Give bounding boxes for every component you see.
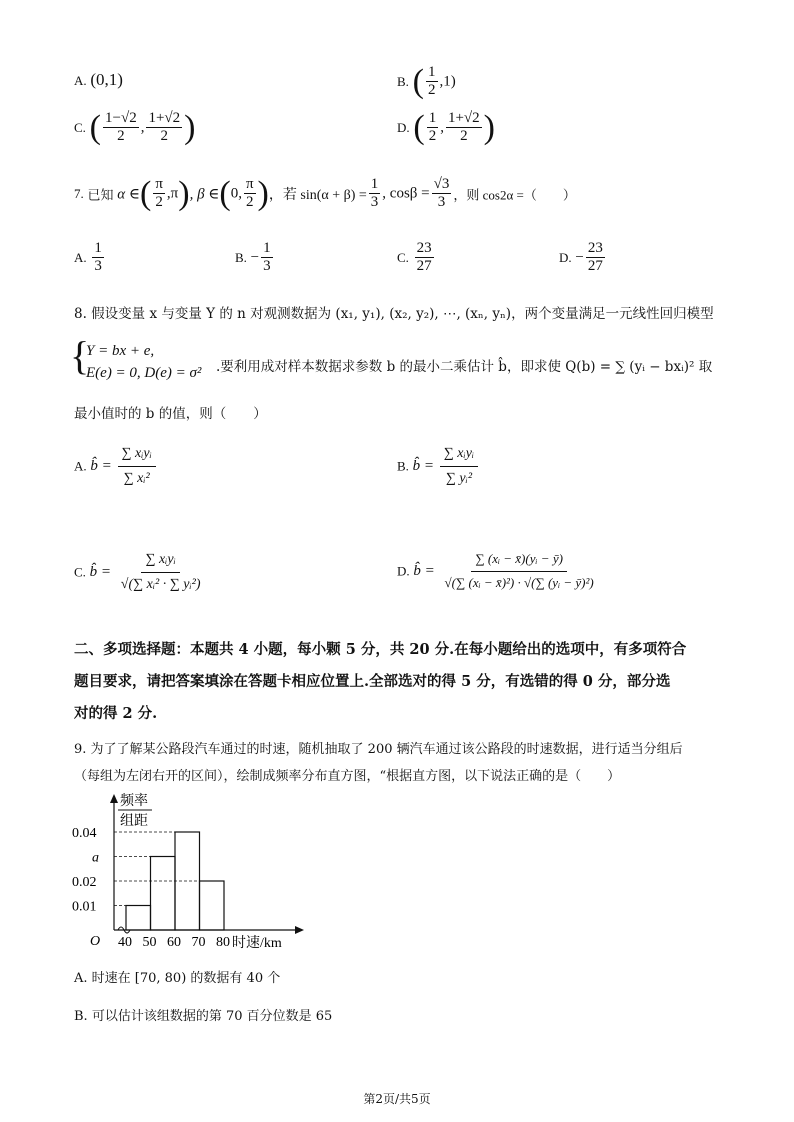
y-tick-label: a bbox=[92, 850, 99, 866]
q6-option-d: D. ( $\frac{1}{2}$ , $\frac{1+√2}{2}$ ) bbox=[397, 108, 495, 146]
section2-line1: 二、多项选择题：本题共 4 小题，每小颗 5 分，共 20 分.在每小题给出的选项中，有多项符合 bbox=[74, 641, 687, 658]
section2-line2: 题目要求，请把答案填涂在答题卡相应位置上.全部选对的得 5 分，有选错的得 0 分，部分选 bbox=[74, 673, 671, 690]
y-tick-label: 0.02 bbox=[72, 875, 97, 890]
q7-option-b: B. − $\frac{1}{3}$ bbox=[235, 240, 271, 275]
x-axis-arrow bbox=[295, 926, 304, 934]
x-tick-label: 70 bbox=[191, 935, 206, 950]
q8-option-c: C. b̂ = $\frac{\text{∑ xᵢyᵢ}}{\text{√(∑ xᵢ² · ∑ yᵢ²)}}$ bbox=[74, 548, 207, 597]
x-axis-label: 时速/km bbox=[232, 936, 282, 951]
x-tick-label: 50 bbox=[142, 935, 157, 950]
q9-line2: （每组为左闭右开的区间），绘制成频率分布直方图，“根据直方图，以下说法正确的是（ ） bbox=[74, 769, 621, 784]
x-tick-label: 40 bbox=[118, 935, 132, 950]
q8-line3: 最小值时的 b 的值，则（ ） bbox=[74, 406, 267, 422]
y-label-bottom: 组距 bbox=[120, 814, 148, 829]
q8-option-a: A. b̂ = $\frac{\text{∑ xᵢyᵢ}}{\text{∑ xᵢ²}}$ bbox=[74, 442, 158, 491]
q8-option-b: B. b̂ = $\frac{\text{∑ xᵢyᵢ}}{\text{∑ yᵢ²}}$ bbox=[397, 442, 480, 491]
page-footer: 第2页/共5页 bbox=[363, 1092, 431, 1106]
q7-stem: 7. 已知 α ∈( $\frac{\pi}{2}$ ,π), β ∈(0, $\frac{\pi}{2}$ )，若 sin(α + β) = $\frac{1}{3}$ , cosβ = $\frac{√3}{3}$ ，则 cos2α =（ ） bbox=[74, 174, 576, 212]
y-label-top: 频率 bbox=[120, 794, 148, 809]
q6-option-a: A. (0,1) bbox=[74, 70, 123, 89]
section2-line3: 对的得 2 分. bbox=[74, 705, 158, 722]
origin-label: O bbox=[90, 934, 101, 949]
x-tick-label: 60 bbox=[167, 935, 181, 950]
q6-option-b: B. ( $\frac{1}{2}$ ,1) bbox=[397, 62, 456, 100]
q9-option-b: B. 可以估计该组数据的第 70 百分位数是 65 bbox=[74, 1009, 333, 1024]
q8-system-eq2: E(e) = 0, D(e) = σ² bbox=[86, 365, 202, 381]
q9-line1: 9. 为了了解某公路段汽车通过的时速，随机抽取了 200 辆汽车通过该公路段的时速数据，进行适当分组后 bbox=[74, 742, 683, 757]
q8-system: { Y = bx + e, E(e) = 0, D(e) = σ² bbox=[74, 340, 201, 384]
y-axis-arrow bbox=[110, 794, 118, 803]
q7-option-a: A. $\frac{1}{3}$ bbox=[74, 240, 102, 275]
q8-option-d: D. b̂ = $\frac{\text{∑ (xᵢ − x̄)(yᵢ − ȳ)}}{\text{√(∑ (xᵢ − x̄)²) · √(∑ (yᵢ − ȳ)²)}}$ bbox=[397, 548, 600, 595]
q9-option-a: A. 时速在 [70, 80) 的数据有 40 个 bbox=[74, 971, 281, 986]
q8-system-eq1: Y = bx + e, bbox=[86, 343, 155, 359]
q8-line2: .要利用成对样本数据求参数 b 的最小二乘估计 b̂，即求使 Q(b) = ∑ (yᵢ − bxᵢ)² 取 bbox=[216, 359, 713, 375]
q7-option-d: D. − $\frac{23}{27}$ bbox=[559, 240, 603, 275]
x-tick-label: 80 bbox=[216, 935, 230, 950]
histogram-bar bbox=[126, 906, 151, 931]
y-tick-label: 0.01 bbox=[72, 899, 97, 915]
y-tick-label: 0.04 bbox=[72, 826, 97, 841]
q8-line1: 8. 假设变量 x 与变量 Y 的 n 对观测数据为 (x₁, y₁), (x₂, y₂), ⋯, (xₙ, yₙ)，两个变量满足一元线性回归模型 bbox=[74, 306, 714, 322]
histogram-bar bbox=[151, 857, 176, 931]
q6-option-c: C. ( $\frac{1-√2}{2}$ , $\frac{1+√2}{2}$ ) bbox=[74, 108, 196, 146]
histogram-bar bbox=[200, 881, 225, 930]
frequency-histogram bbox=[70, 790, 330, 960]
q7-option-c: C. $\frac{23}{27}$ bbox=[397, 240, 432, 275]
